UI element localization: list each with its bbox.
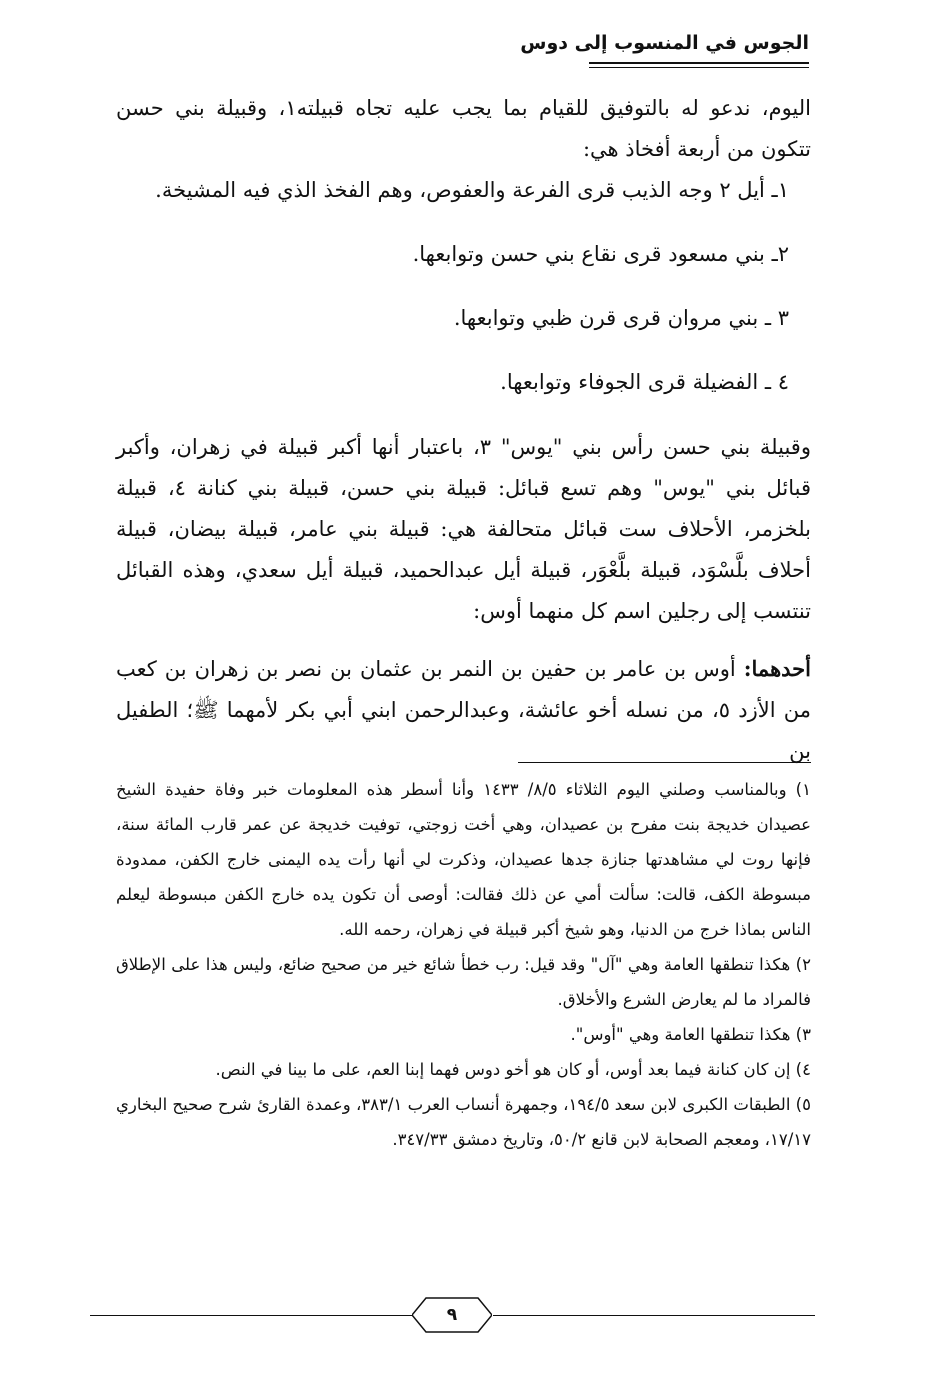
clan-list	[116, 170, 811, 403]
footnote: ٥) الطبقات الكبرى لابن سعد ١٩٤/٥، وجمهرة أنساب العرب ٣٨٣/١، وعمدة القارئ شرح صحيح البخاري ١٧/١٧، ومعجم الصحابة لابن قانع ٥٠/٢، وتاريخ دمشق ٣٤٧/٣٣.	[116, 1095, 811, 1149]
first-ancestor-paragraph	[116, 648, 811, 772]
header-rule-thin	[589, 67, 809, 68]
list-item: ٤ ـ الفضيلة قرى الجوفاء وتوابعها.	[500, 370, 789, 394]
running-title: الجوس في المنسوب إلى دوس	[520, 32, 809, 54]
footnote: ٣) هكذا تنطقها العامة وهي "أوس".	[570, 1025, 811, 1044]
main-text	[116, 88, 811, 772]
footer-rule-right	[493, 1315, 815, 1316]
footnote-separator	[518, 762, 811, 763]
page-number-frame	[412, 1297, 492, 1333]
list-item: ١ـ أيل ٢ وجه الذيب قرى الفرعة والعفوص، وهم الفخذ الذي فيه المشيخة.	[155, 178, 789, 202]
tribes-paragraph: وقبيلة بني حسن رأس بني "يوس" ٣، باعتبار أنها أكبر قبيلة في زهران، وأكبر قبائل بني "يوس" وهم تسع قبائل: قبيلة بني حسن، قبيلة بني كنانة ٤، قبيلة بلخزمر، الأحلاف ست قبائل متحالفة هي: قبيلة بني عامر، قبيلة بيضان، قبيلة أحلاف بلَّسْوَد، قبيلة بلَّعْوَر، قبيلة أيل عبدالحميد، قبيلة أيل سعدي، وهذه القبائل تنتسب إلى رجلين اسم كل منهما أوس:	[116, 435, 811, 623]
intro-paragraph: اليوم، ندعو له بالتوفيق للقيام بما يجب عليه تجاه قبيلته١، وقبيلة بني حسن تتكون من أربعة أفخاذ هي:	[116, 96, 811, 161]
footnote: ٤) إن كان كنانة فيما بعد أوس، أو كان هو أخو دوس فهما إبنا العم، على ما بينا في النص.	[215, 1060, 811, 1079]
list-item: ٢ـ بني مسعود قرى نقاع بني حسن وتوابعها.	[412, 242, 789, 266]
footnotes	[116, 772, 811, 1157]
header-rule-thick	[589, 62, 809, 64]
list-item: ٣ ـ بني مروان قرى قرن ظبي وتوابعها.	[453, 306, 789, 330]
page-footer	[90, 1295, 815, 1335]
footnote: ١) وبالمناسب وصلني اليوم الثلاثاء ٨/٥/ ١٤٣٣ وأنا أسطر هذه المعلومات خبر وفاة حفيدة الشيخ عصيدان خديجة بنت مفرح بن عصيدان، وهي أخت زوجتي، توفيت خديجة عن عمر قارب المائة سنة، فإنها روت لي مشاهدتها جنازة جدها عصيدان، وذكرت لي أنها رأت يده اليمنى خارج الكفن، ممدودة مبسوطة الكف، قالت: سألت أمي عن ذلك فقالت: أوصى أن تكون يده خارج الكفن مبسوطة ليعلم الناس بماذا خرج من الدنيا، وهو شيخ أكبر قبيلة في زهران، رحمه الله.	[116, 780, 811, 939]
paragraph-lead: أحدهما:	[743, 656, 811, 681]
running-header	[520, 28, 809, 68]
paragraph-text: أوس بن عامر بن حفين بن النمر بن عثمان بن نصر بن زهران بن كعب من الأزد ٥، من نسله أخو عائشة، وعبدالرحمن ابني أبي بكر لأمهما ﷺ؛ الطفيل بن	[116, 657, 811, 763]
page-number: ٩	[446, 1305, 458, 1325]
footnote: ٢) هكذا تنطقها العامة وهي "آل" وقد قيل: رب خطأ شائع خير من صحيح ضائع، وليس هذا على الإطلاق فالمراد ما لم يعارض الشرع والأخلاق.	[116, 955, 811, 1009]
footer-rule-left	[90, 1315, 412, 1316]
